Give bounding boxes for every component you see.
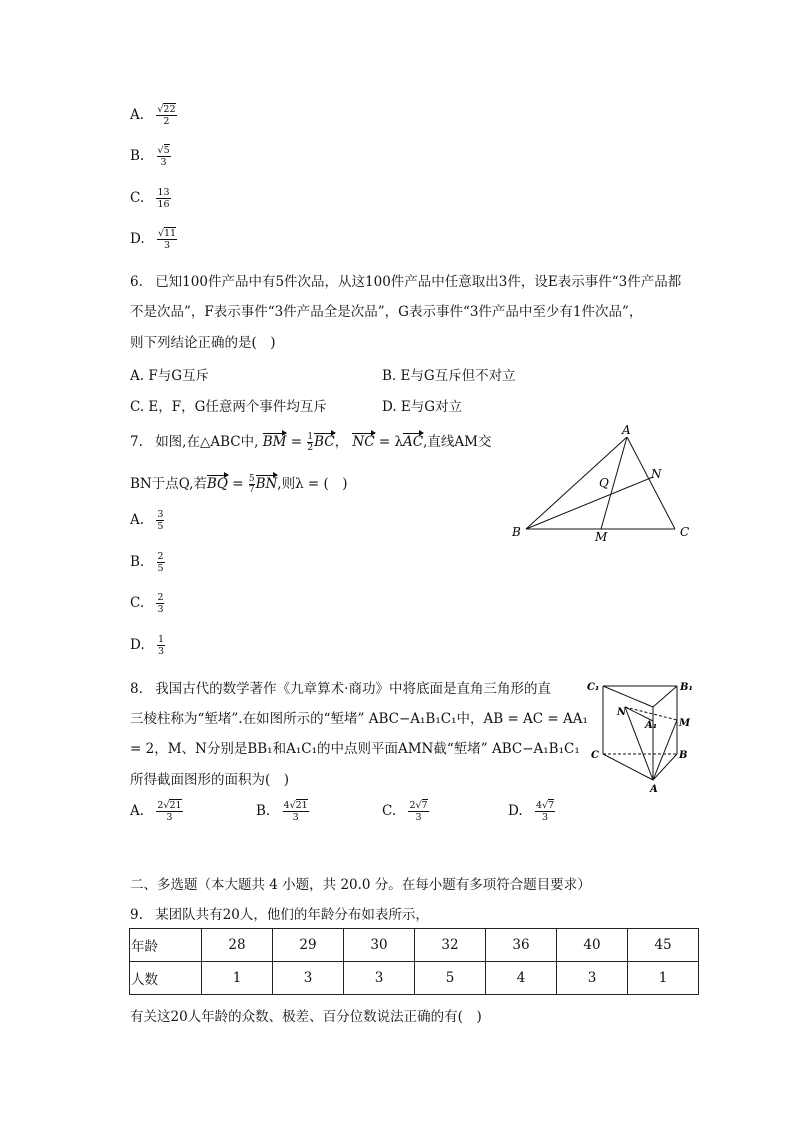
label-n: N [617, 707, 627, 718]
q5-option-d: D. $\frac{√11}{3}$ [130, 228, 177, 251]
q9-number: 9. [130, 907, 143, 923]
q7-option-d: D. $\frac{1}{3}$ [130, 634, 164, 657]
q6-line3: 则下列结论正确的是( ) [130, 335, 276, 351]
q5-option-c: C. $\frac{13}{16}$ [130, 187, 170, 210]
label-a1: A₁ [645, 720, 658, 731]
age-distribution-table [129, 928, 699, 995]
q6-option-d: D. E与G对立 [382, 399, 463, 415]
label-c1: C₁ [587, 682, 600, 693]
q8-number: 8. [130, 681, 143, 697]
section-a-n [625, 707, 653, 780]
table-cell: 30 [344, 929, 415, 962]
q8-option-a: A. $\frac{2√21}{3}$ [130, 800, 182, 823]
label-a: A [622, 423, 631, 437]
edge-c1-a1 [603, 686, 653, 707]
q6-line1: 6. 已知100件产品中有5件次品，从这100件产品中任意取出3件，设E表示事件“3件产品都 [130, 274, 682, 290]
table-cell: 1 [202, 962, 273, 995]
q7-number: 7. [130, 434, 143, 450]
q8-line2: 三棱柱称为“堑堵”.在如图所示的“堑堵” ABC−A₁B₁C₁中，AB = AC = AA₁ [130, 711, 588, 727]
edge-ab [526, 437, 627, 529]
table-cell: 3 [557, 962, 628, 995]
q9-question: 有关这20人年龄的众数、极差、百分位数说法正确的有( ) [130, 1009, 482, 1025]
table-cell: 40 [557, 929, 628, 962]
q6-option-c: C. E，F，G任意两个事件均互斥 [130, 399, 327, 415]
label-m: M [595, 530, 608, 544]
table-cell: 3 [273, 962, 344, 995]
edge-ac [627, 437, 675, 529]
label-a: A [650, 784, 658, 795]
table-cell: 36 [486, 929, 557, 962]
label-q: Q [599, 476, 609, 490]
table-cell: 1 [628, 962, 699, 995]
label-c: C [680, 525, 690, 539]
table-row [130, 962, 699, 995]
q8-line4: 所得截面图形的面积为( ) [130, 772, 290, 788]
q6-option-a: A. F与G互斥 [130, 368, 209, 384]
q9-intro: 9. 某团队共有20人，他们的年龄分布如表所示， [130, 907, 429, 923]
section-title: 二、多选题（本大题共 4 小题，共 20.0 分。在每小题有多项符合题目要求） [130, 877, 591, 893]
q7-option-a: A. $\frac{3}{5}$ [130, 509, 164, 532]
edge-b-a [653, 754, 677, 780]
label-m: M [679, 718, 691, 729]
q7-option-b: B. $\frac{2}{5}$ [130, 551, 164, 574]
q7-line2: BN于点Q,若BQ = $\frac{5}{7}BN$,则λ = ( ) [130, 474, 348, 495]
table-row [130, 929, 699, 962]
label-b: B [679, 750, 688, 761]
q5-option-b: B. $\frac{√5}{3}$ [130, 145, 170, 168]
row-label-count: 人数 [130, 962, 202, 995]
table-cell: 5 [415, 962, 486, 995]
q6-line2: 不是次品”，F表示事件“3件产品全是次品”，G表示事件“3件产品中至少有1件次品”， [130, 304, 643, 320]
q6-number: 6. [130, 274, 143, 290]
table-cell: 4 [486, 962, 557, 995]
hidden-section-n-m [625, 707, 677, 720]
label-c: C [591, 750, 599, 761]
table-cell: 28 [202, 929, 273, 962]
q8-line1: 8. 我国古代的数学著作《九章算术·商功》中将底面是直角三角形的直 [130, 681, 551, 697]
table-cell: 32 [415, 929, 486, 962]
table-cell: 3 [344, 962, 415, 995]
edge-c-a [603, 754, 653, 780]
q8-option-c: C. $\frac{2√7}{3}$ [382, 800, 428, 823]
q5-option-a: A. $\frac{√22}{2}$ [130, 104, 176, 127]
q7-triangle-figure [508, 425, 708, 545]
table-cell: 45 [628, 929, 699, 962]
table-cell: 29 [273, 929, 344, 962]
q6-option-b: B. E与G互斥但不对立 [382, 368, 516, 384]
label-b: B [512, 525, 521, 539]
label-b1: B₁ [680, 682, 693, 693]
q8-prism-figure [585, 676, 705, 806]
segment-bn [526, 477, 653, 529]
q7-line1: 7. 如图,在△ABC中, BM = $\frac{1}{2}BC$， NC = λAC,直线AM交 [130, 432, 492, 453]
q8-line3: = 2，M、N分别是BB₁和A₁C₁的中点则平面AMN截“堑堵” ABC−A₁B₁C₁ [130, 741, 580, 757]
row-label-age: 年龄 [130, 929, 202, 962]
edge-a1-b1 [653, 686, 677, 707]
q8-option-d: D. $\frac{4√7}{3}$ [508, 800, 555, 823]
q7-option-c: C. $\frac{2}{3}$ [130, 592, 164, 615]
label-n: N [651, 467, 662, 481]
q8-option-b: B. $\frac{4√21}{3}$ [256, 800, 308, 823]
